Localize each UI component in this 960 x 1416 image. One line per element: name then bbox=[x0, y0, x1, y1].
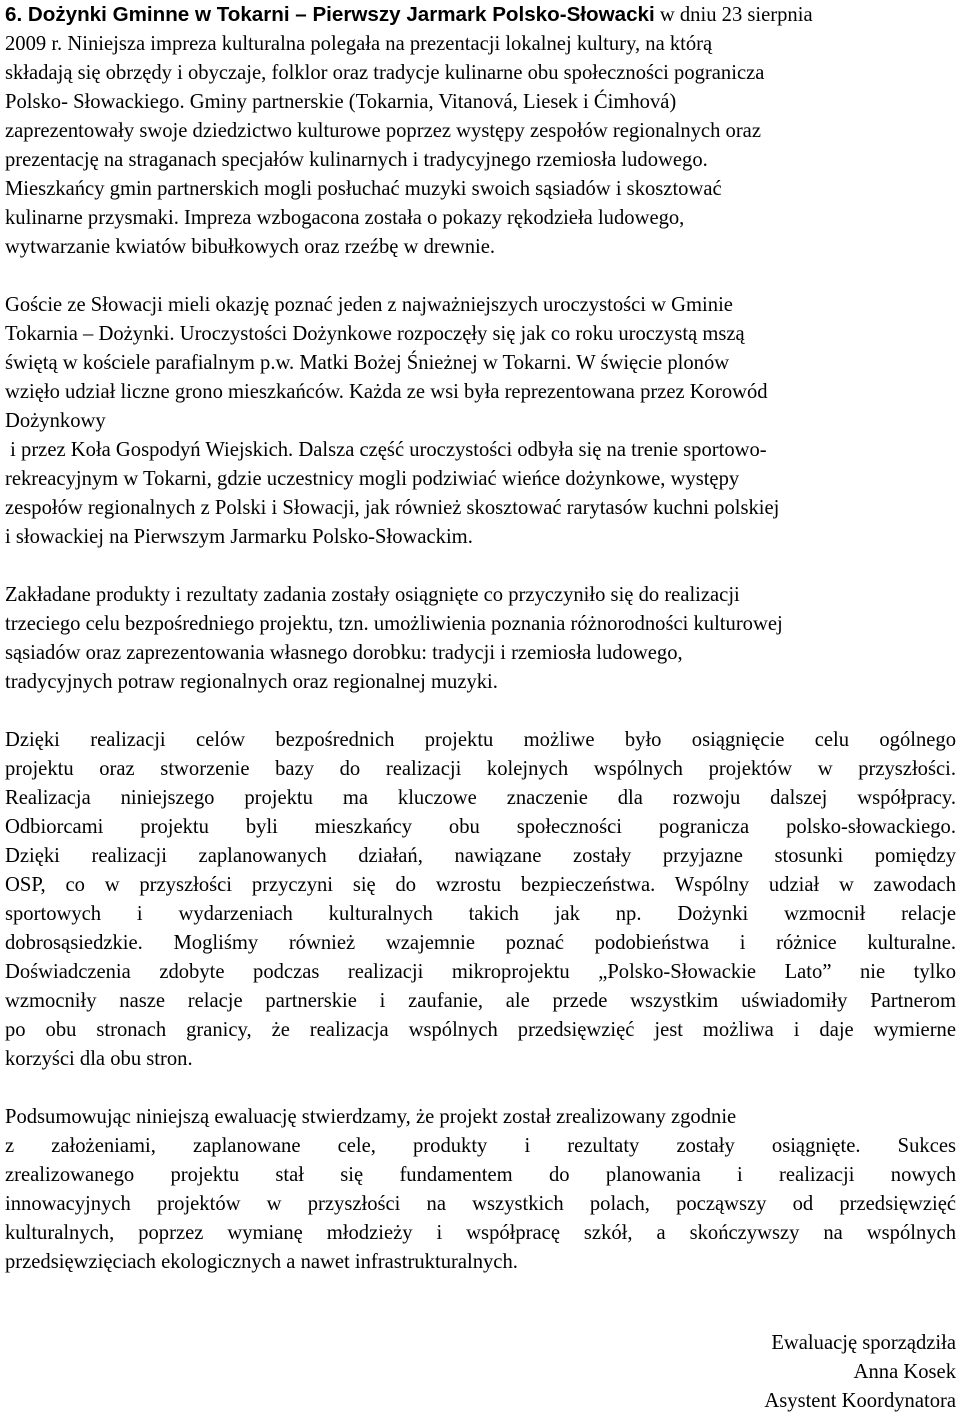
p2-line-6: rekreacyjnym w Tokarni, gdzie uczestnicy mogli podziwiać wieńce dożynkowe, występy bbox=[5, 468, 740, 490]
p1-line-8: wytwarzanie kwiatów bibułkowych oraz rzeźbę w drewnie. bbox=[5, 236, 496, 258]
p1-line-5: prezentację na straganach specjałów kulinarnych i tradycyjnego rzemiosła ludowego. bbox=[5, 149, 708, 171]
p4-line-0: Dzięki realizacji celów bezpośrednich projektu możliwe było osiągnięcie celu ogólnego bbox=[5, 729, 956, 751]
section-heading: 6. Dożynki Gminne w Tokarni – Pierwszy Jarmark Polsko-Słowacki bbox=[5, 3, 655, 26]
p1-line-1: 2009 r. Niniejsza impreza kulturalna polegała na prezentacji lokalnej kultury, na którą bbox=[5, 33, 713, 55]
p2-line-0: Goście ze Słowacji mieli okazję poznać jeden z najważniejszych uroczystości w Gminie bbox=[5, 294, 733, 316]
signature-prepared-by: Ewaluację sporządziła bbox=[771, 1332, 956, 1354]
p3-line-1: trzeciego celu bezpośredniego projektu, tzn. umożliwienia poznania różnorodności kulturowej bbox=[5, 613, 783, 635]
p2-line-8: i słowackiej na Pierwszym Jarmarku Polsko-Słowackim. bbox=[5, 526, 473, 548]
p4-line-7: dobrosąsiedzkie. Mogliśmy również wzajemnie poznać podobieństwa i różnice kulturalne. bbox=[5, 932, 956, 954]
p5-line-5: przedsięwzięciach ekologicznych a nawet infrastrukturalnych. bbox=[5, 1251, 518, 1273]
p4-line-9: wzmocniły nasze relacje partnerskie i zaufanie, ale przede wszystkim uświadomiły Partnerom bbox=[5, 990, 956, 1012]
p4-line-11: korzyści dla obu stron. bbox=[5, 1048, 193, 1070]
p4-line-3: Odbiorcami projektu byli mieszkańcy obu społeczności pogranicza polsko-słowackiego. bbox=[5, 816, 956, 838]
p1-line-3: Polsko- Słowackiego. Gminy partnerskie (Tokarnia, Vitanová, Liesek i Ćimhová) bbox=[5, 91, 677, 113]
paragraph-harvest-festival bbox=[5, 291, 956, 552]
p4-line-6: sportowych i wydarzeniach kulturalnych takich jak np. Dożynki wzmocnił relacje bbox=[5, 903, 956, 925]
p5-line-0: Podsumowując niniejszą ewaluację stwierdzamy, że projekt został zrealizowany zgodnie bbox=[5, 1106, 737, 1128]
paragraph-results bbox=[5, 581, 956, 697]
p2-line-4: Dożynkowy bbox=[5, 410, 106, 432]
p5-line-1: z założeniami, zaplanowane cele, produkty i rezultaty zostały osiągnięte. Sukces bbox=[5, 1135, 956, 1157]
p5-line-4: kulturalnych, poprzez wymianę młodzieży i współpracę szkół, a skończywszy na wspólnych bbox=[5, 1222, 956, 1244]
p2-line-1: Tokarnia – Dożynki. Uroczystości Dożynkowe rozpoczęły się jak co roku uroczystą mszą bbox=[5, 323, 745, 345]
p2-line-5: i przez Koła Gospodyń Wiejskich. Dalsza część uroczystości odbyła się na trenie sportowo- bbox=[5, 439, 767, 461]
p4-line-1: projektu oraz stworzenie bazy do realizacji kolejnych wspólnych projektów w przyszłości. bbox=[5, 758, 956, 780]
p5-line-3: innowacyjnych projektów w przyszłości na wszystkich polach, począwszy od przedsięwzięć bbox=[5, 1193, 956, 1215]
p4-line-5: OSP, co w przyszłości przyczyni się do wzrostu bezpieczeństwa. Wspólny udział w zawodach bbox=[5, 874, 956, 896]
p3-line-2: sąsiadów oraz zaprezentowania własnego dorobku: tradycji i rzemiosła ludowego, bbox=[5, 642, 683, 664]
p1-line-4: zaprezentowały swoje dziedzictwo kulturowe poprzez występy zespołów regionalnych oraz bbox=[5, 120, 761, 142]
p1-line-7: kulinarne przysmaki. Impreza wzbogacona została o pokazy rękodzieła ludowego, bbox=[5, 207, 685, 229]
paragraph-project-goals bbox=[5, 726, 956, 1074]
p3-line-0: Zakładane produkty i rezultaty zadania zostały osiągnięte co przyczyniło się do realizacji bbox=[5, 584, 740, 606]
p4-line-10: po obu stronach granicy, że realizacja wspólnych przedsięwzięć jest możliwa i daje wymierne bbox=[5, 1019, 956, 1041]
p1-line-2: składają się obrzędy i obyczaje, folklor oraz tradycje kulinarne obu społeczności pogranicza bbox=[5, 62, 765, 84]
p1-first-line bbox=[5, 0, 956, 30]
p2-line-3: wzięło udział liczne grono mieszkańców. Każda ze wsi była reprezentowana przez Korowód bbox=[5, 381, 768, 403]
document-page bbox=[5, 0, 956, 1306]
p1-line-0: w dniu 23 sierpnia bbox=[654, 4, 813, 26]
signature-block bbox=[764, 1329, 956, 1416]
p4-line-2: Realizacja niniejszego projektu ma kluczowe znaczenie dla rozwoju dalszej współpracy. bbox=[5, 787, 956, 809]
paragraph-summary bbox=[5, 1103, 956, 1277]
signature-name: Anna Kosek bbox=[853, 1361, 956, 1383]
p2-line-2: świętą w kościele parafialnym p.w. Matki Bożej Śnieżnej w Tokarni. W święcie plonów bbox=[5, 352, 730, 374]
p4-line-4: Dzięki realizacji zaplanowanych działań, nawiązane zostały przyjazne stosunki pomiędzy bbox=[5, 845, 956, 867]
p3-line-3: tradycyjnych potraw regionalnych oraz regionalnej muzyki. bbox=[5, 671, 498, 693]
p4-line-8: Doświadczenia zdobyte podczas realizacji mikroprojektu „Polsko-Słowackie Lato” nie tylko bbox=[5, 961, 956, 983]
p5-line-2: zrealizowanego projektu stał się fundamentem do planowania i realizacji nowych bbox=[5, 1164, 956, 1186]
paragraph-festival-intro bbox=[5, 0, 956, 262]
p1-line-6: Mieszkańcy gmin partnerskich mogli posłuchać muzyki swoich sąsiadów i skosztować bbox=[5, 178, 722, 200]
p2-line-7: zespołów regionalnych z Polski i Słowacji, jak również skosztować rarytasów kuchni polskiej bbox=[5, 497, 780, 519]
signature-role: Asystent Koordynatora bbox=[764, 1390, 956, 1412]
